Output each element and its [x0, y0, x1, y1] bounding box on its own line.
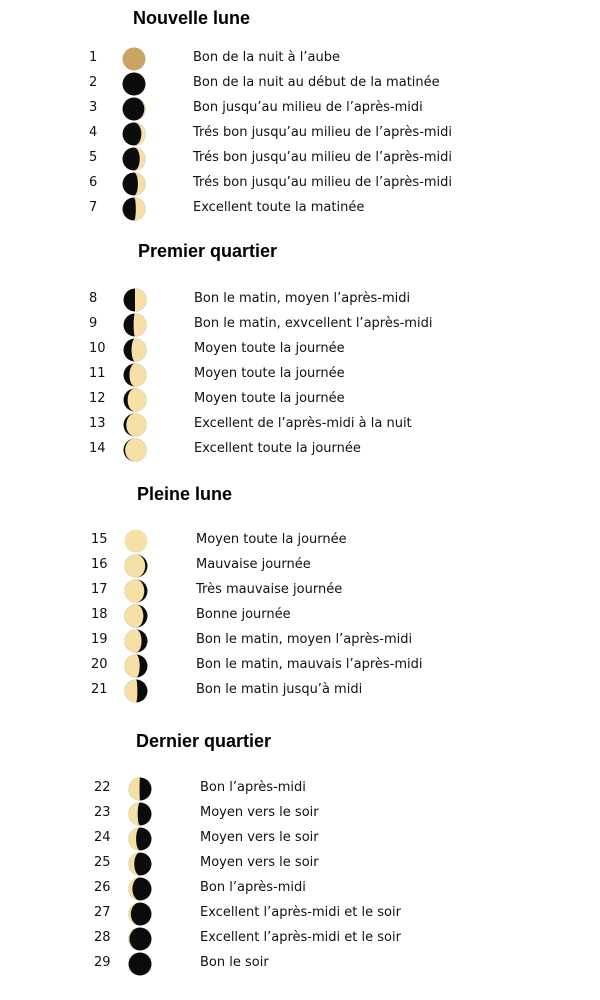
phase-description: Moyen toute la journée [194, 366, 345, 381]
waxing-crescent-icon [122, 97, 146, 121]
phase-row [0, 146, 453, 171]
phase-row [0, 121, 453, 146]
phase-description: Moyen toute la journée [196, 532, 347, 547]
phase-description: Trés bon jusqu’au milieu de l’après-midi [193, 125, 453, 140]
section-title: Dernier quartier [136, 731, 272, 751]
day-number: 21 [91, 682, 108, 697]
phase-description: Bon le matin, moyen l’après-midi [196, 632, 413, 647]
phase-row [0, 653, 423, 678]
section-title: Nouvelle lune [133, 8, 251, 28]
phase-row [0, 71, 440, 96]
day-number: 12 [89, 391, 106, 406]
phase-row [0, 412, 420, 437]
phase-description: Très mauvaise journée [196, 582, 343, 597]
last-quarter-icon [128, 777, 152, 801]
phase-description: Bon de la nuit à l’aube [193, 50, 340, 65]
phase-description: Excellent l’après-midi et le soir [200, 905, 401, 920]
day-number: 2 [89, 75, 98, 90]
day-number: 1 [89, 50, 98, 65]
phase-row [0, 96, 423, 121]
day-number: 22 [94, 780, 111, 795]
phase-row [0, 171, 453, 196]
waning-crescent-icon [128, 877, 152, 901]
waxing-gibbous-icon [123, 413, 147, 437]
day-number: 14 [89, 441, 106, 456]
phase-description: Moyen vers le soir [200, 805, 319, 820]
phase-description: Excellent de l’après-midi à la nuit [194, 416, 412, 431]
phase-row [0, 553, 420, 578]
day-number: 7 [89, 200, 98, 215]
phase-description: Trés bon jusqu’au milieu de l’après-midi [193, 175, 453, 190]
phase-row [0, 287, 420, 312]
section-title: Pleine lune [137, 484, 233, 504]
day-number: 29 [94, 955, 111, 970]
day-number: 15 [91, 532, 108, 547]
phase-row [0, 851, 420, 876]
day-number: 9 [89, 316, 98, 331]
day-number: 24 [94, 830, 111, 845]
phase-row [0, 362, 420, 387]
phase-description: Moyen toute la journée [194, 391, 345, 406]
new-moon-icon [122, 47, 146, 71]
phase-description: Bon le matin, mauvais l’après-midi [196, 657, 423, 672]
phase-row [0, 801, 420, 826]
phase-row [0, 901, 420, 926]
phase-row [0, 437, 420, 462]
phase-row [0, 776, 420, 801]
phase-description: Bon le matin, exvcellent l’après-midi [194, 316, 433, 331]
day-number: 18 [91, 607, 108, 622]
waning-gibbous-icon [124, 679, 148, 703]
day-number: 6 [89, 175, 98, 190]
waxing-crescent-icon [122, 172, 146, 196]
day-number: 17 [91, 582, 108, 597]
phase-description: Moyen toute la journée [194, 341, 345, 356]
phase-description: Bon le soir [200, 955, 269, 970]
phase-row [0, 387, 420, 412]
phase-description: Excellent toute la matinée [193, 200, 365, 215]
day-number: 25 [94, 855, 111, 870]
phase-description: Bon le matin jusqu’à midi [196, 682, 363, 697]
day-number: 13 [89, 416, 106, 431]
waxing-gibbous-icon [123, 338, 147, 362]
first-quarter-icon [123, 288, 147, 312]
waning-crescent-icon [128, 827, 152, 851]
waning-crescent-icon [128, 802, 152, 826]
phase-description: Bon l’après-midi [200, 880, 306, 895]
day-number: 19 [91, 632, 108, 647]
phase-row [0, 337, 420, 362]
phase-description: Bon le matin, moyen l’après-midi [194, 291, 411, 306]
phase-row [0, 528, 420, 553]
waxing-gibbous-icon [123, 438, 147, 462]
day-number: 23 [94, 805, 111, 820]
phase-row [0, 628, 420, 653]
day-number: 20 [91, 657, 108, 672]
day-number: 5 [89, 150, 98, 165]
phase-row [0, 951, 420, 976]
waning-gibbous-icon [124, 604, 148, 628]
phase-row [0, 46, 420, 71]
waning-crescent-icon [128, 852, 152, 876]
first-quarter-icon [122, 197, 146, 221]
phase-description: Excellent toute la journée [194, 441, 361, 456]
waxing-gibbous-icon [123, 363, 147, 387]
day-number: 27 [94, 905, 111, 920]
phase-row [0, 578, 420, 603]
waning-gibbous-icon [124, 554, 148, 578]
dark-moon-icon [128, 952, 152, 976]
waxing-crescent-icon [122, 147, 146, 171]
day-number: 26 [94, 880, 111, 895]
day-number: 4 [89, 125, 98, 140]
phase-row [0, 926, 420, 951]
day-number: 10 [89, 341, 106, 356]
waning-crescent-icon [128, 902, 152, 926]
day-number: 28 [94, 930, 111, 945]
waning-gibbous-icon [124, 629, 148, 653]
phase-row [0, 312, 433, 337]
phase-description: Mauvaise journée [196, 557, 311, 572]
phase-description: Bon l’après-midi [200, 780, 306, 795]
phase-row [0, 196, 420, 221]
phase-row [0, 876, 420, 901]
phase-row [0, 678, 420, 703]
section-title: Premier quartier [138, 241, 278, 261]
phase-row [0, 603, 420, 628]
phase-description: Bonne journée [196, 607, 291, 622]
day-number: 11 [89, 366, 106, 381]
waning-gibbous-icon [124, 654, 148, 678]
waxing-gibbous-icon [123, 313, 147, 337]
phase-row [0, 826, 420, 851]
waxing-gibbous-icon [123, 388, 147, 412]
waning-crescent-icon [128, 927, 152, 951]
phase-description: Bon jusqu’au milieu de l’après-midi [193, 100, 423, 115]
phase-description: Moyen vers le soir [200, 830, 319, 845]
waning-gibbous-icon [124, 579, 148, 603]
dark-moon-icon [122, 72, 146, 96]
waxing-crescent-icon [122, 122, 146, 146]
day-number: 3 [89, 100, 98, 115]
phase-description: Moyen vers le soir [200, 855, 319, 870]
day-number: 8 [89, 291, 98, 306]
full-moon-icon [124, 529, 148, 553]
phase-description: Excellent l’après-midi et le soir [200, 930, 401, 945]
day-number: 16 [91, 557, 108, 572]
phase-description: Bon de la nuit au début de la matinée [193, 75, 440, 90]
phase-description: Trés bon jusqu’au milieu de l’après-midi [193, 150, 453, 165]
